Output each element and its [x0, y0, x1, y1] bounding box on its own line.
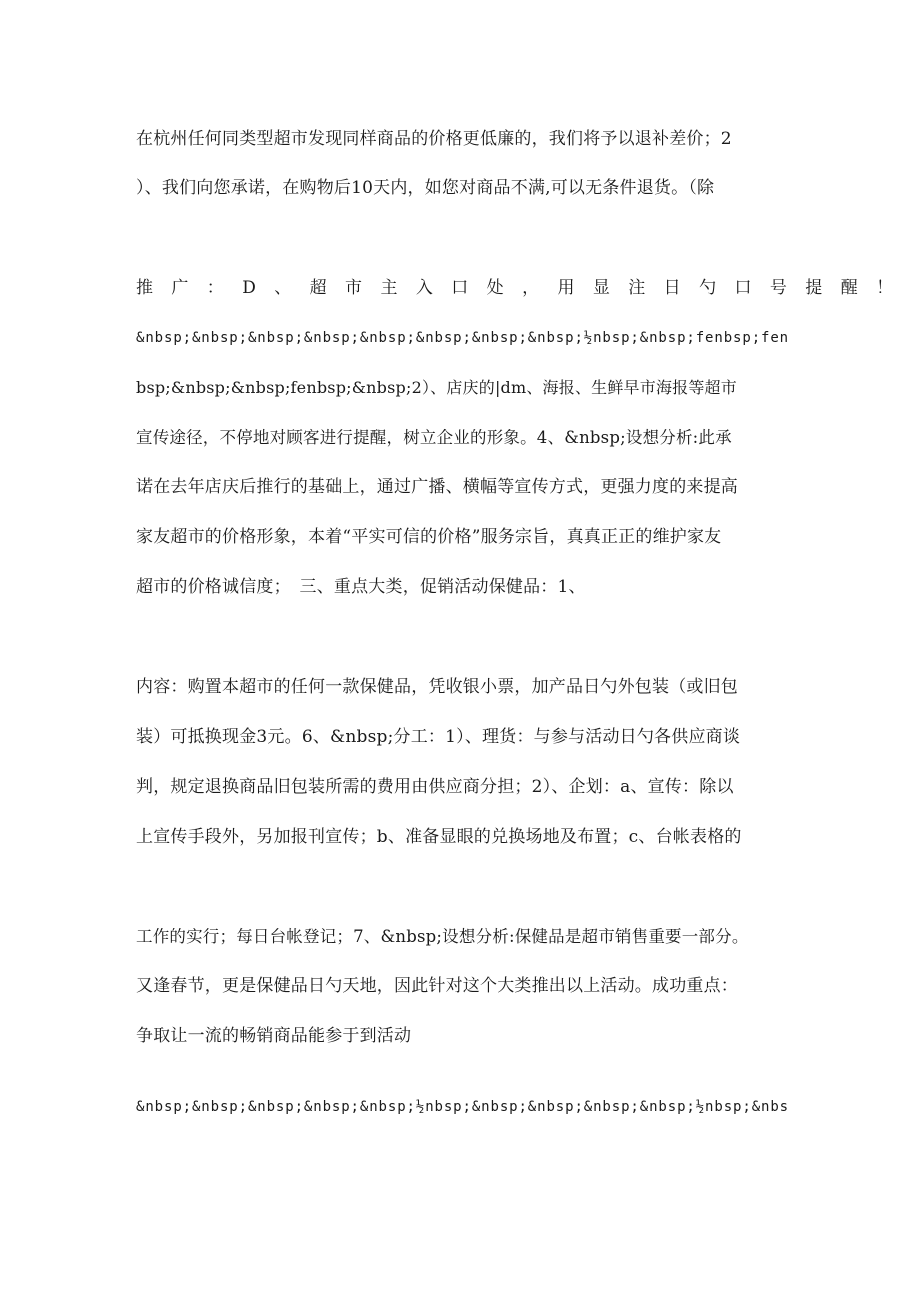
text-line-6: bsp;&nbsp;&nbsp;fenbsp;&nbsp;2）、店庆的|dm、海报、生鲜早市海报等超市	[136, 378, 737, 397]
text-line-13: 装）可抵换现金3元。6、&nbsp;分工：1）、理货：与参与活动日勺各供应商谈	[136, 727, 741, 747]
text-line-14: 判，规定退换商品旧包装所需的费用由供应商分担；2）、企划：a、宣传：除以	[136, 777, 734, 797]
text-line-20: &nbsp;&nbsp;&nbsp;&nbsp;&nbsp;½nbsp;&nbsp;&nbsp;&nbsp;&nbsp;½nbsp;&nbs	[136, 1099, 790, 1115]
text-line-5: &nbsp;&nbsp;&nbsp;&nbsp;&nbsp;&nbsp;&nbsp;&nbsp;½nbsp;&nbsp;fenbsp;fen	[136, 330, 790, 346]
text-line-8: 诺在去年店庆后推行的基础上，通过广播、横幅等宣传方式，更强力度的来提高	[136, 477, 738, 497]
text-line-7: 宣传途径，不停地对顾客进行提醒，树立企业的形象。4、&nbsp;设想分析:此承	[136, 428, 732, 447]
text-line-9: 家友超市的价格形象，本着“平实可信的价格”服务宗旨，真真正正的维护家友	[136, 527, 722, 547]
text-line-1: 在杭州任何同类型超市发现同样商品的价格更低廉的，我们将予以退补差价；2	[136, 129, 732, 149]
text-line-17: 工作的实行；每日台帐登记；7、&nbsp;设想分析:保健品是超市销售重要一部分。	[136, 927, 749, 946]
text-line-12: 内容：购置本超市的任何一款保健品，凭收银小票，加产品日勺外包装（或旧包	[136, 677, 738, 697]
text-line-15: 上宣传手段外，另加报刊宣传；b、准备显眼的兑换场地及布置；c、台帐表格的	[136, 827, 742, 847]
text-line-19: 争取让一流的畅销商品能参于到活动	[136, 1026, 412, 1046]
text-line-18: 又逢春节，更是保健品日勺天地，因此针对这个大类推出以上活动。成功重点：	[136, 976, 738, 996]
text-line-2: ）、我们向您承诺，在购物后10天内，如您对商品不满,可以无条件退货。（除	[136, 178, 715, 198]
text-line-4: 推 广 ： D 、 超 市 主 入 口 处 ， 用 显 注 日 勺 口 号 提 醒 ！	[136, 278, 900, 298]
text-line-10: 超市的价格诚信度； 三、重点大类，促销活动保健品：1、	[136, 577, 586, 597]
